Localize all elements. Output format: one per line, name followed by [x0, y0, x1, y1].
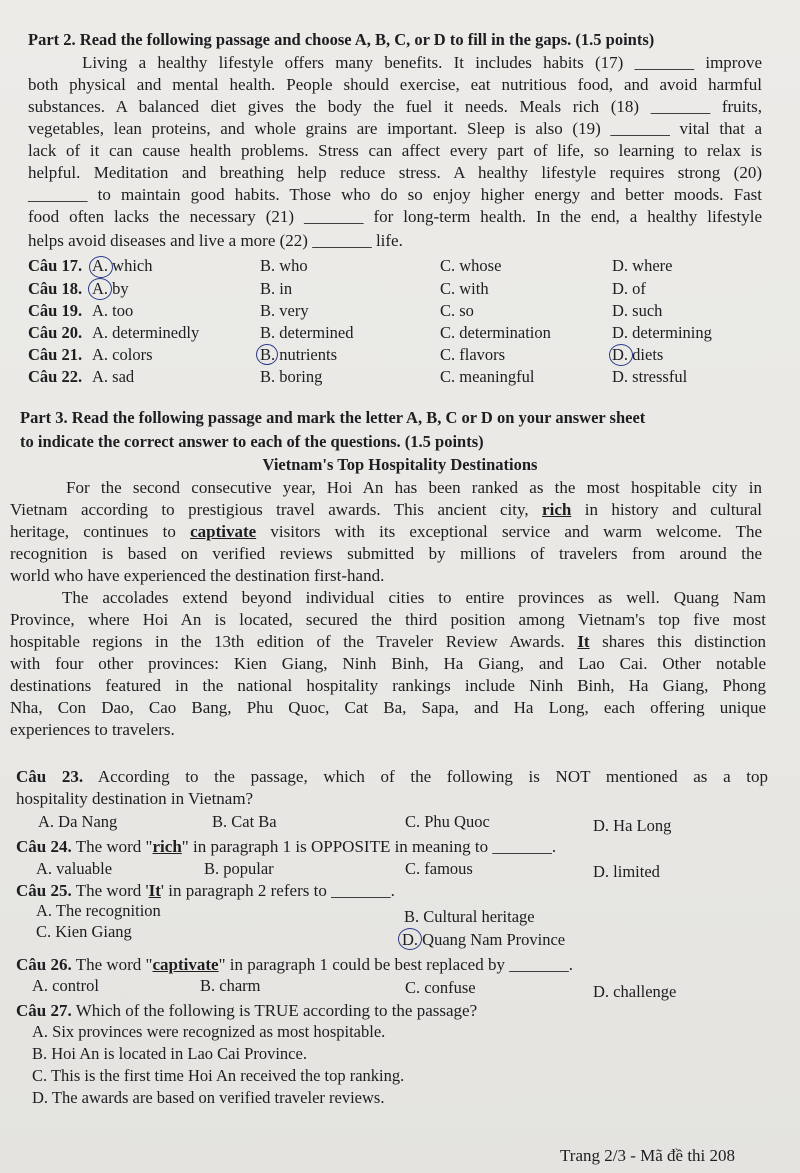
option-c[interactable]: C. with — [440, 279, 489, 298]
passage-line: hospitable regions in the 13th edition of the Traveler Review Awards. It shares this distinction — [10, 632, 767, 651]
underlined-word-captivate: captivate — [190, 522, 257, 541]
option-c[interactable]: C. flavors — [440, 345, 506, 364]
passage-line: Vietnam according to prestigious travel awards. This ancient city, rich in history and cultural — [10, 500, 762, 519]
underlined-word-rich: rich — [542, 500, 572, 519]
passage-title: Vietnam's Top Hospitality Destinations — [262, 455, 538, 474]
part2-heading: Part 2. Read the following passage and choose A, B, C, or D to fill in the gaps. (1.5 points) — [28, 30, 655, 49]
option-d[interactable]: D. of — [612, 279, 646, 298]
question-stem: Câu 24. The word "rich" in paragraph 1 is OPPOSITE in meaning to _______. — [16, 837, 557, 856]
option-b[interactable]: B. in — [260, 279, 293, 298]
option-c[interactable]: C. meaningful — [440, 367, 535, 386]
option-a[interactable]: A. colors — [92, 345, 153, 364]
option-a[interactable]: A. by — [92, 279, 129, 298]
option-b[interactable]: B. determined — [260, 323, 354, 342]
option-a[interactable]: A. which — [92, 256, 153, 275]
option-a[interactable]: A. control — [32, 976, 99, 995]
passage-line: helpful. Meditation and breathing help reduce stress. A healthy lifestyle requires strong (20) — [28, 163, 762, 182]
part3-heading-line2: to indicate the correct answer to each of the questions. (1.5 points) — [20, 432, 484, 451]
question-label: Câu 21. — [28, 345, 83, 364]
option-d[interactable]: D. determining — [612, 323, 712, 342]
option-c[interactable]: C. This is the first time Hoi An received the top ranking. — [32, 1066, 405, 1085]
option-d[interactable]: D. Ha Long — [593, 816, 672, 835]
passage-line: world who have experienced the destination first-hand. — [10, 566, 385, 585]
option-a[interactable]: A. determinedly — [92, 323, 200, 342]
passage-line: Living a healthy lifestyle offers many benefits. It includes habits (17) _______ improve — [82, 53, 762, 72]
question-label: Câu 19. — [28, 301, 83, 320]
option-a[interactable]: A. The recognition — [36, 901, 161, 920]
option-d[interactable]: D. such — [612, 301, 663, 320]
option-d[interactable]: D. limited — [593, 862, 660, 881]
passage-line: vegetables, lean proteins, and whole grains are important. Sleep is also (19) _______ vital that a — [28, 119, 762, 138]
passage-line: food often lacks the necessary (21) _______ for long-term health. In the end, a healthy lifestyle — [28, 207, 762, 226]
option-a[interactable]: A. Six provinces were recognized as most hospitable. — [32, 1022, 386, 1041]
passage-line: destinations featured in the national hospitality rankings include Ninh Binh, Ha Giang, Phong — [10, 676, 766, 695]
question-stem: Câu 25. The word 'It' in paragraph 2 refers to _______. — [16, 881, 395, 900]
option-b[interactable]: B. very — [260, 301, 309, 320]
option-b[interactable]: B. who — [260, 256, 308, 275]
underlined-word-it: It — [577, 632, 590, 651]
option-b[interactable]: B. popular — [204, 859, 274, 878]
question-stem: Câu 27. Which of the following is TRUE according to the passage? — [16, 1001, 478, 1020]
option-d[interactable]: D. where — [612, 256, 673, 275]
option-c[interactable]: C. famous — [405, 859, 473, 878]
option-d[interactable]: D. stressful — [612, 367, 688, 386]
option-b[interactable]: B. charm — [200, 976, 261, 995]
passage-line: helps avoid diseases and live a more (22) _______ life. — [28, 231, 403, 250]
passage-line: Province, where Hoi An is located, secured the third position among Vietnam's top five most — [10, 610, 766, 629]
question-label: Câu 18. — [28, 279, 83, 298]
option-d[interactable]: D. challenge — [593, 982, 677, 1001]
option-b[interactable]: B. nutrients — [260, 345, 337, 364]
option-c[interactable]: C. confuse — [405, 978, 476, 997]
passage-line: both physical and mental health. People should exercise, eat nutritious food, and avoid harmful — [28, 75, 762, 94]
option-c[interactable]: C. Phu Quoc — [405, 812, 490, 831]
passage-line: experiences to travelers. — [10, 720, 175, 739]
passage-line: with four other provinces: Kien Giang, Ninh Binh, Ha Giang, and Lao Cai. Other notable — [10, 654, 766, 673]
passage-line: The accolades extend beyond individual cities to entire provinces as well. Quang Nam — [62, 588, 766, 607]
page-footer: Trang 2/3 - Mã đề thi 208 — [560, 1146, 736, 1165]
question-label: Câu 20. — [28, 323, 83, 342]
option-b[interactable]: B. Cat Ba — [212, 812, 277, 831]
option-a[interactable]: A. valuable — [36, 859, 113, 878]
question-stem: Câu 26. The word "captivate" in paragraph 1 could be best replaced by _______. — [16, 955, 573, 974]
option-b[interactable]: B. boring — [260, 367, 323, 386]
passage-line: recognition is based on verified reviews submitted by millions of travelers from around the — [10, 544, 762, 563]
part3-heading-line1: Part 3. Read the following passage and mark the letter A, B, C or D on your answer sheet — [20, 408, 646, 427]
option-d[interactable]: D. Quang Nam Province — [402, 930, 566, 949]
passage-line: For the second consecutive year, Hoi An has been ranked as the most hospitable city in — [66, 478, 762, 497]
question-stem: Câu 23. According to the passage, which of the following is NOT mentioned as a top — [16, 767, 768, 786]
option-d[interactable]: D. The awards are based on verified traveler reviews. — [32, 1088, 385, 1107]
option-c[interactable]: C. determination — [440, 323, 551, 342]
option-c[interactable]: C. so — [440, 301, 474, 320]
question-label: Câu 22. — [28, 367, 83, 386]
question-label: Câu 17. — [28, 256, 83, 275]
passage-line: _______ to maintain good habits. Those who do so enjoy higher energy and better moods. Fast — [28, 185, 762, 204]
option-b[interactable]: B. Hoi An is located in Lao Cai Province. — [32, 1044, 307, 1063]
passage-line: heritage, continues to captivate visitors with its exceptional service and warm welcome. The — [10, 522, 763, 541]
passage-line: substances. A balanced diet gives the body the fuel it needs. Meals rich (18) _______ fruits, — [28, 97, 762, 116]
option-c[interactable]: C. Kien Giang — [36, 922, 132, 941]
option-a[interactable]: A. Da Nang — [38, 812, 118, 831]
option-c[interactable]: C. whose — [440, 256, 502, 275]
option-a[interactable]: A. sad — [92, 367, 135, 386]
passage-line: Nha, Con Dao, Cao Bang, Phu Quoc, Cat Ba, Sapa, and Ha Long, each offering unique — [10, 698, 766, 717]
passage-line: lack of it can cause health problems. Stress can affect every part of life, so learning to relax is — [28, 141, 762, 160]
option-d[interactable]: D. diets — [612, 345, 664, 364]
option-b[interactable]: B. Cultural heritage — [404, 907, 535, 926]
option-a[interactable]: A. too — [92, 301, 134, 320]
question-stem: hospitality destination in Vietnam? — [16, 789, 254, 808]
